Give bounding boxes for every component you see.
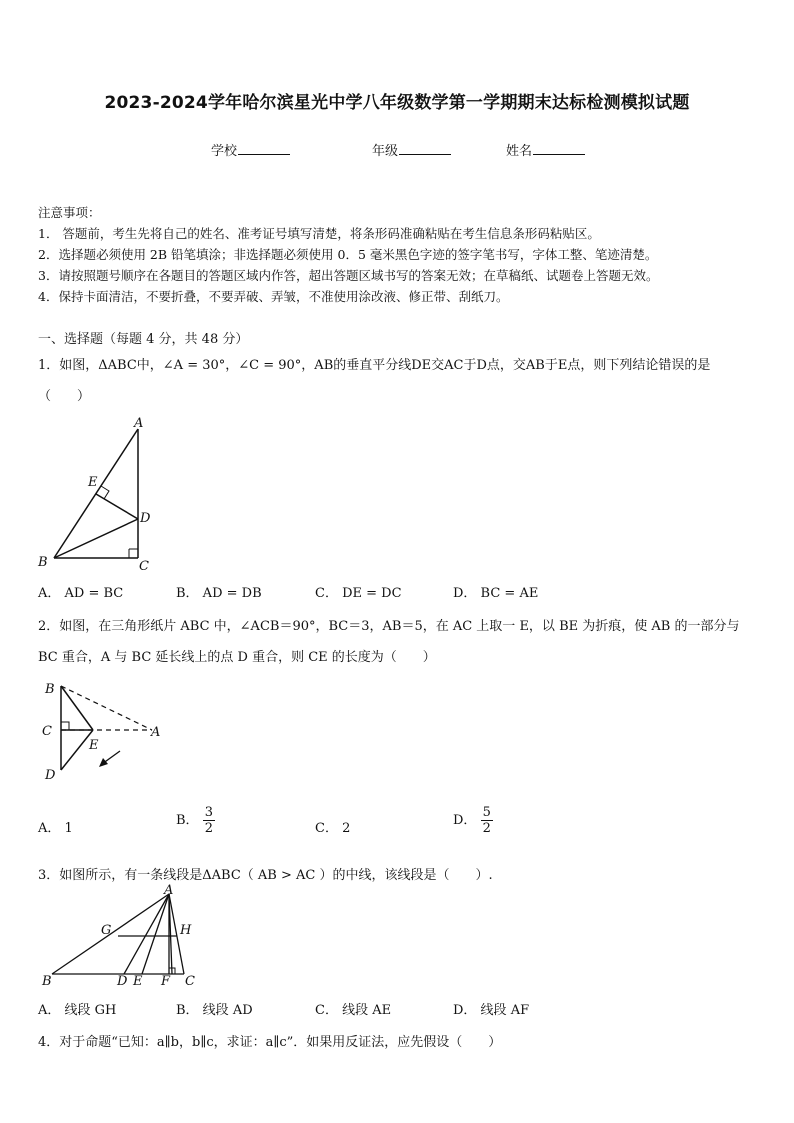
q3-label-b: B xyxy=(42,974,52,989)
q2-option-b[interactable] xyxy=(176,805,215,836)
q2-option-d-label: D． xyxy=(453,813,477,828)
section-heading: 一、选择题（每题 4 分，共 48 分） xyxy=(38,332,249,347)
q3-option-b[interactable]: B． 线段 AD xyxy=(176,1003,253,1018)
q1-option-d[interactable]: D． BC = AE xyxy=(453,586,539,601)
arrow-icon xyxy=(99,758,108,767)
q2-option-b-denominator: 2 xyxy=(204,821,213,836)
q3-option-a[interactable]: A． 线段 GH xyxy=(38,1003,117,1018)
q2-option-d-fraction xyxy=(481,805,493,836)
q3-label-d: D xyxy=(117,974,128,989)
grade-label: 年级 xyxy=(372,144,399,159)
q2-option-b-numerator: 3 xyxy=(204,805,213,820)
q2-option-a[interactable]: A． 1 xyxy=(38,821,73,836)
notice-item: 4．保持卡面清洁，不要折叠，不要弄破、弄皱，不准使用涂改液、修正带、刮纸刀。 xyxy=(38,289,509,304)
notice-item: 3．请按照题号顺序在各题目的答题区域内作答，超出答题区域书写的答案无效；在草稿纸、试题卷上答题无效。 xyxy=(38,268,659,283)
q1-label-a: A xyxy=(134,416,144,431)
notice-item: 1． 答题前，考生先将自己的姓名、准考证号填写清楚，将条形码准确粘贴在考生信息条形码粘贴区。 xyxy=(38,226,600,241)
q3-label-e: E xyxy=(133,974,143,989)
q2-text-line1: 2．如图，在三角形纸片 ABC 中，∠ACB＝90°，BC＝3，AB＝5，在 AC 上取一 E，以 BE 为折痕，使 AB 的一部分与 xyxy=(38,619,740,634)
q4-text: 4．对于命题“已知：a∥b，b∥c，求证：a∥c”．如果用反证法，应先假设（ ） xyxy=(38,1035,502,1050)
q2-option-d-numerator: 5 xyxy=(482,805,491,820)
q1-figure xyxy=(30,410,160,575)
q2-option-d-denominator: 2 xyxy=(482,821,491,836)
q2-figure xyxy=(35,678,170,788)
q2-label-c: C xyxy=(42,724,52,739)
q2-label-a: A xyxy=(151,725,161,740)
q2-label-b: B xyxy=(45,682,55,697)
notice-item: 2．选择题必须使用 2B 铅笔填涂；非选择题必须使用 0．5 毫米黑色字迹的签字笔书写，字体工整、笔迹清楚。 xyxy=(38,247,658,262)
q1-label-e: E xyxy=(88,475,98,490)
q1-option-b[interactable]: B． AD = DB xyxy=(176,586,262,601)
name-label: 姓名 xyxy=(506,144,533,159)
q3-option-d[interactable]: D． 线段 AF xyxy=(453,1003,530,1018)
q3-label-c: C xyxy=(185,974,195,989)
q2-label-d: D xyxy=(45,768,56,783)
q3-option-c[interactable]: C． 线段 AE xyxy=(315,1003,392,1018)
q1-paren: （ ） xyxy=(38,389,91,404)
q2-option-b-fraction xyxy=(203,805,215,836)
q3-label-h: H xyxy=(180,923,192,938)
q3-label-g: G xyxy=(101,923,112,938)
school-label: 学校 xyxy=(211,144,238,159)
q1-text: 1．如图，ΔABC中，∠A = 30°，∠C = 90°，AB的垂直平分线DE交AC于D点，交AB于E点，则下列结论错误的是 xyxy=(38,358,711,373)
q2-option-c[interactable]: C． 2 xyxy=(315,821,351,836)
name-blank[interactable] xyxy=(533,142,585,155)
q3-figure xyxy=(38,884,208,992)
q3-text: 3．如图所示，有一条线段是ΔABC（ AB > AC ）的中线，该线段是（ ）. xyxy=(38,868,493,883)
q1-label-b: B xyxy=(38,555,48,570)
grade-field[interactable] xyxy=(372,140,451,159)
q1-option-c[interactable]: C． DE = DC xyxy=(315,586,402,601)
q2-label-e: E xyxy=(89,738,99,753)
school-blank[interactable] xyxy=(238,142,290,155)
page-title: 2023-2024学年哈尔滨星光中学八年级数学第一学期期末达标检测模拟试题 xyxy=(104,93,690,113)
q1-label-d: D xyxy=(140,511,151,526)
grade-blank[interactable] xyxy=(399,142,451,155)
q1-label-c: C xyxy=(139,559,149,574)
q3-label-a: A xyxy=(164,884,174,898)
q2-option-d[interactable] xyxy=(453,805,493,836)
name-field[interactable] xyxy=(506,140,585,159)
school-field[interactable] xyxy=(211,140,290,159)
q1-option-a[interactable]: A． AD = BC xyxy=(38,586,124,601)
notice-heading: 注意事项： xyxy=(38,205,101,220)
q2-text-line2: BC 重合，A 与 BC 延长线上的点 D 重合，则 CE 的长度为（ ） xyxy=(38,650,436,665)
q2-option-b-label: B． xyxy=(176,813,199,828)
q3-label-f: F xyxy=(161,974,171,989)
